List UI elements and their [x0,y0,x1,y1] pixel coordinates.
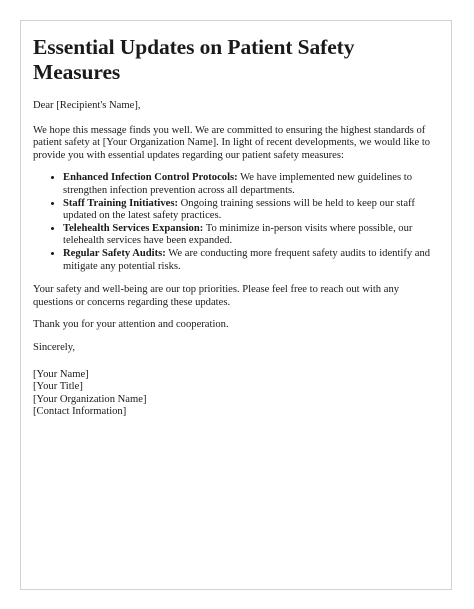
update-item-safety-audits [63,248,439,273]
signature-title: [Your Title] [33,381,83,393]
thanks-paragraph: Thank you for your attention and cooperation. [33,319,229,331]
letter-title: Essential Updates on Patient Safety Measures [33,35,355,84]
update-item-telehealth [63,223,439,248]
update-text: We have implemented new guidelines to strengthen infection prevention across all departments. [63,172,412,196]
update-heading: Staff Training Initiatives: [63,197,178,209]
update-heading: Regular Safety Audits: [63,247,166,259]
updates-list [33,172,439,273]
intro-paragraph: We hope this message finds you well. We are committed to ensuring the highest standards of patient safety at [Your Organization Name]. In light of recent developments, we would like to provide you with essential updates regarding our patient safety measures: [33,124,431,161]
closing-paragraph: Your safety and well-being are our top priorities. Please feel free to reach out with any questions or concerns regarding these updates. [33,284,400,308]
update-text: We are conducting more frequent safety audits to identify and mitigate any potential risks. [63,247,431,272]
update-heading: Enhanced Infection Control Protocols: [63,172,238,184]
update-item-infection-control [63,172,439,197]
greeting: Dear [Recipient's Name], [33,100,141,111]
update-text: To minimize in-person visits where possible, our telehealth services have been expanded. [63,222,413,247]
update-heading: Telehealth Services Expansion: [63,222,204,234]
signature-organization: [Your Organization Name] [33,393,147,405]
signature-name: [Your Name] [33,368,89,380]
sign-off: Sincerely, [33,341,75,353]
update-item-staff-training [63,198,439,223]
signature-contact: [Contact Information] [33,406,127,418]
letter-card [20,20,452,590]
update-text: Ongoing training sessions will be held to keep our staff updated on the latest safety practices. [63,197,415,222]
signature-block [33,369,439,419]
